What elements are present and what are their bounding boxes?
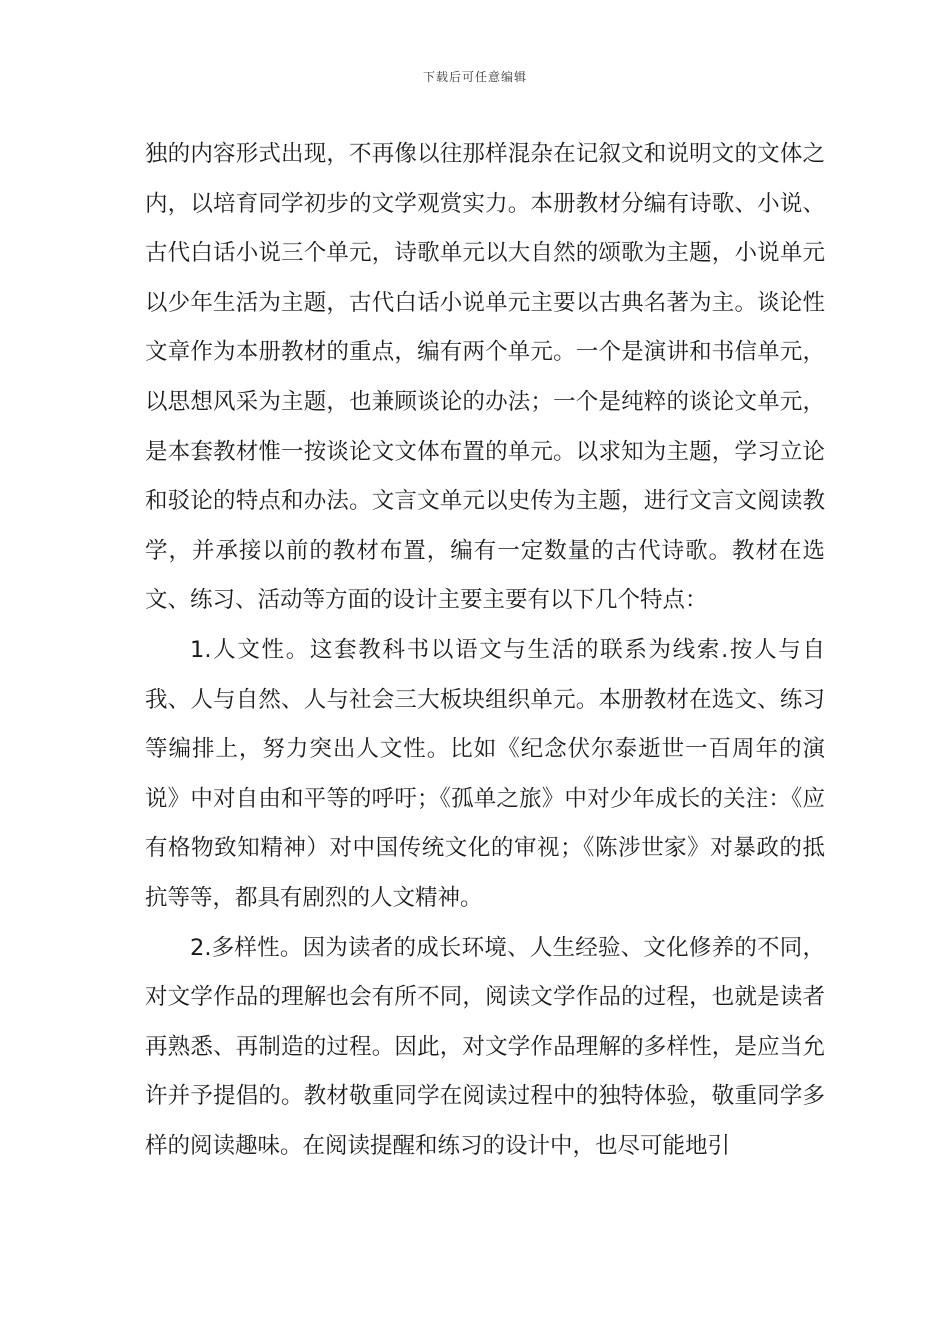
page-header: 下载后可任意编辑: [422, 70, 527, 84]
document-body: [145, 130, 825, 1171]
paragraph-humanism: 1.人文性。这套教科书以语文与生活的联系为线索.按人与自我、人与自然、人与社会三大板块组织单元。本册教材在选文、练习等编排上，努力突出人文性。比如《纪念伏尔泰逝世一百周年的演说》中对自由和平等的呼吁；《孤单之旅》中对少年成长的关注：《应有格物致知精神）对中国传统文化的审视；《陈涉世家》对暴政的抵抗等等，都具有剧烈的人文精神。: [145, 636, 825, 911]
paragraph-continuation: 独的内容形式出现，不再像以往那样混杂在记叙文和说明文的文体之内，以培育同学初步的文学观赏实力。本册教材分编有诗歌、小说、古代白话小说三个单元，诗歌单元以大自然的颂歌为主题，小说单元以少年生活为主题，古代白话小说单元主要以古典名著为主。谈论性文章作为本册教材的重点，编有两个单元。一个是演讲和书信单元，以思想风采为主题，也兼顾谈论的办法；一个是纯粹的谈论文单元，是本套教材惟一按谈论文文体布置的单元。以求知为主题，学习立论和驳论的特点和办法。文言文单元以史传为主题，进行文言文阅读教学，并承接以前的教材布置，编有一定数量的古代诗歌。教材在选文、练习、活动等方面的设计主要主要有以下几个特点：: [145, 141, 825, 614]
paragraph-diversity: 2.多样性。因为读者的成长环境、人生经验、文化修养的不同，对文学作品的理解也会有所不同，阅读文学作品的过程，也就是读者再熟悉、再制造的过程。因此，对文学作品理解的多样性，是应当允许并予提倡的。教材敬重同学在阅读过程中的独特体验，敬重同学多样的阅读趣味。在阅读提醒和练习的设计中，也尽可能地引: [145, 934, 825, 1159]
